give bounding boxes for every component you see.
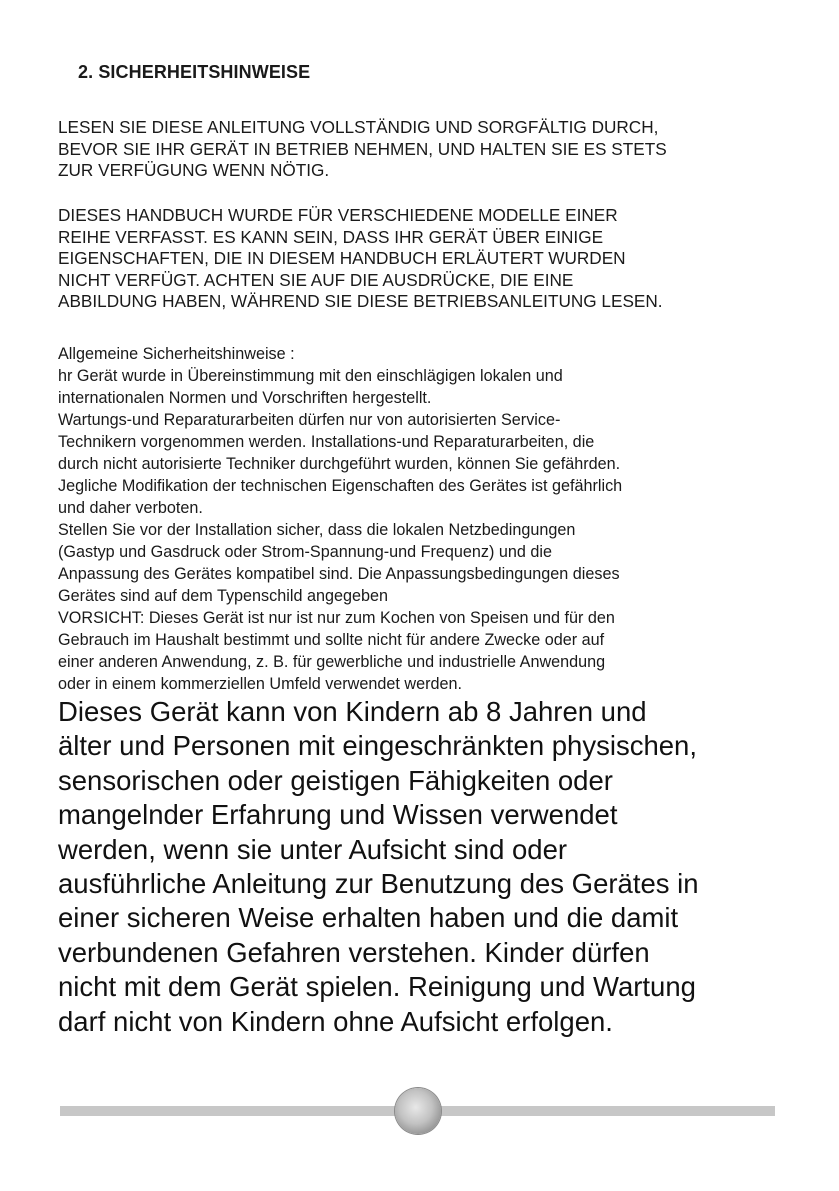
safety-item-installation: Stellen Sie vor der Installation sicher, dass die lokalen Netzbedingungen (Gastyp und Gasdruck oder Strom-Spannung-und Frequenz) und die Anpassung des Gerätes kompatibel sind. Die Anpassungsbedingungen dieses Gerätes sind auf dem Typenschild angegeben [58, 521, 620, 605]
children-safety-notice: Dieses Gerät kann von Kindern ab 8 Jahren und älter und Personen mit eingeschränkten physischen, sensorischen oder geistigen Fähigkeiten oder mangelnder Erfahrung und Wissen verwendet werden, wenn sie unter Aufsicht sind oder ausführliche Anleitung zur Benutzung des Gerätes in einer sicheren Weise erhalten haben und die damit verbundenen Gefahren verstehen. Kinder dürfen nicht mit dem Gerät spielen. Reinigung und Wartung darf nicht von Kindern ohne Aufsicht erfolgen. [58, 696, 699, 1037]
safety-item-caution: VORSICHT: Dieses Gerät ist nur ist nur zum Kochen von Speisen und für den Gebrauch im Haushalt bestimmt und sollte nicht für andere Zwecke oder auf einer anderen Anwendung, z. B. für gewerbliche und industrielle Anwendung oder in einem kommerziellen Umfeld verwendet werden. [58, 609, 615, 693]
safety-item-modification: Jegliche Modifikation der technischen Eigenschaften des Gerätes ist gefährlich und daher verboten. [58, 477, 623, 517]
section-heading: 2. SICHERHEITSHINWEISE [78, 62, 311, 82]
safety-item-standards: hr Gerät wurde in Übereinstimmung mit den einschlägigen lokalen und internationalen Normen und Vorschriften hergestellt. [58, 367, 563, 407]
general-safety-section [58, 343, 798, 695]
general-safety-title: Allgemeine Sicherheitshinweise : [58, 345, 295, 363]
intro-paragraph-multiple-models: DIESES HANDBUCH WURDE FÜR VERSCHIEDENE MODELLE EINER REIHE VERFASST. ES KANN SEIN, DASS IHR GERÄT ÜBER EINIGE EIGENSCHAFTEN, DIE IN DIESEM HANDBUCH ERLÄUTERT WURDEN NICHT VERFÜGT. ACHTEN SIE AUF DIE AUSDRÜCKE, DIE EINE ABBILDUNG HABEN, WÄHREND SIE DIESE BETRIEBSANLEITUNG LESEN. [58, 205, 663, 311]
page-marker-circle [395, 1088, 441, 1134]
safety-item-service: Wartungs-und Reparaturarbeiten dürfen nur von autorisierten Service- Technikern vorgenommen werden. Installations-und Reparaturarbeiten, die durch nicht autorisierte Techniker durchgeführt wurden, können Sie gefährden. [58, 411, 621, 473]
intro-paragraph-read-fully: LESEN SIE DIESE ANLEITUNG VOLLSTÄNDIG UND SORGFÄLTIG DURCH, BEVOR SIE IHR GERÄT IN BETRIEB NEHMEN, UND HALTEN SIE ES STETS ZUR VERFÜGUNG WENN NÖTIG. [58, 117, 667, 180]
